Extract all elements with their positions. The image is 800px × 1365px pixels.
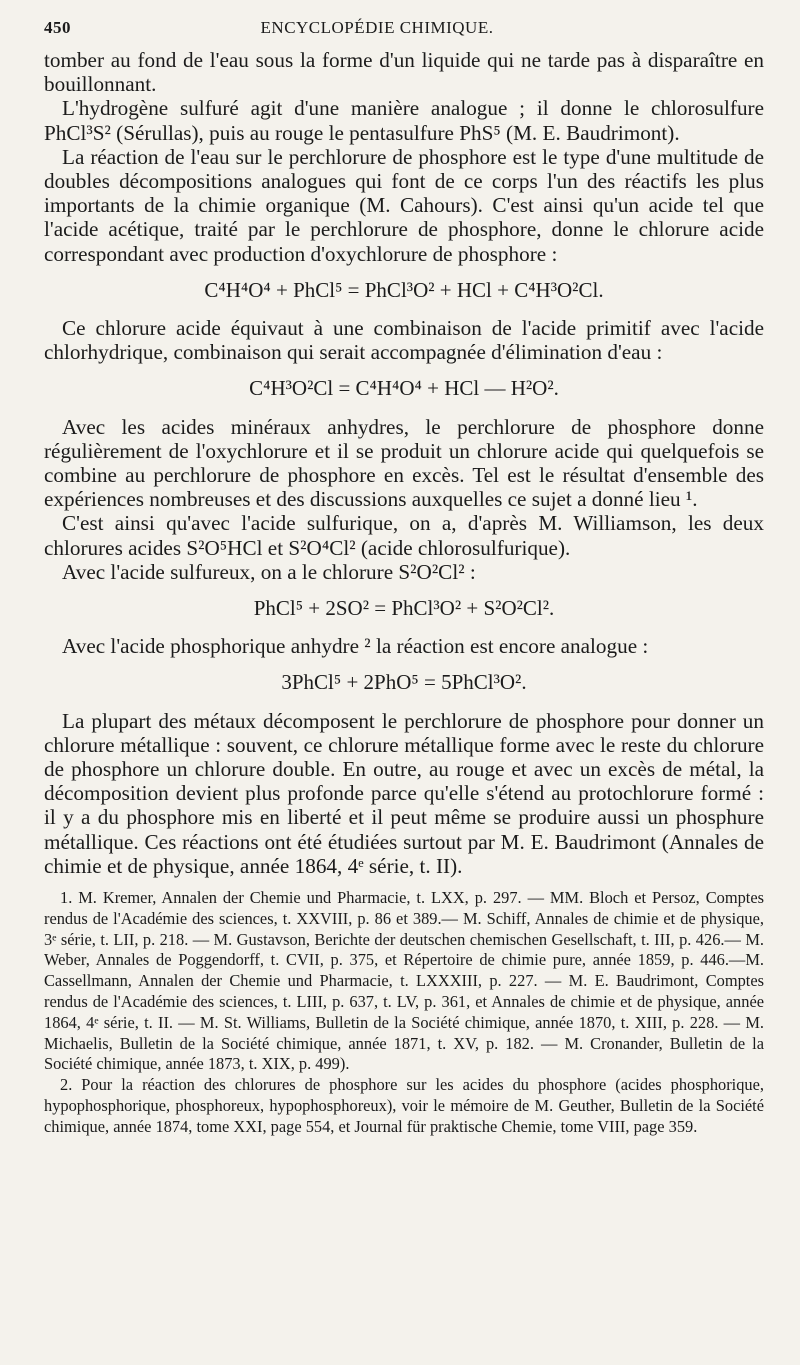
paragraph: Avec les acides minéraux anhydres, le perchlorure de phosphore donne régulièrement de l'oxychlorure et il se produit un chlorure acide qui quelquefois se combine au perchlorure de phosphore en excès. Tel est le résultat d'ensemble des expériences nombreuses et des discussions auxquelles ce sujet a donné lieu ¹. <box>44 414 764 512</box>
paragraph: tomber au fond de l'eau sous la forme d'un liquide qui ne tarde pas à disparaître en bouillonnant. <box>44 48 764 97</box>
main-text <box>44 48 764 878</box>
equation: C⁴H⁴O⁴ + PhCl⁵ = PhCl³O² + HCl + C⁴H³O²Cl. <box>204 277 604 302</box>
paragraph: La réaction de l'eau sur le perchlorure de phosphore est le type d'une multitude de doubles décompositions analogues qui font de ce corps l'un des réactifs les plus importants de la chimie organique (M. Cahours). C'est ainsi qu'un acide tel que l'acide acétique, traité par le perchlorure de phosphore, donne le chlorure acide correspondant avec production d'oxychlorure de phosphore : <box>44 144 764 266</box>
paragraph: C'est ainsi qu'avec l'acide sulfurique, on a, d'après M. Williamson, les deux chlorures acides S²O⁵HCl et S²O⁴Cl² (acide chlorosulfurique). <box>44 511 764 560</box>
footnote: 2. Pour la réaction des chlorures de phosphore sur les acides du phosphore (acides phosphorique, hypophosphorique, phosphoreux, hypophosphoreux), voir le mémoire de M. Geuther, Bulletin de la Société chimique, année 1874, tome XXI, page 554, et Journal für praktische Chemie, tome VIII, page 359. <box>44 1075 764 1136</box>
paragraph: Avec l'acide phosphorique anhydre ² la réaction est encore analogue : <box>62 634 649 659</box>
paragraph: L'hydrogène sulfuré agit d'une manière analogue ; il donne le chlorosulfure PhCl³S² (Sérullas), puis au rouge le pentasulfure PhS⁵ (M. E. Baudrimont). <box>44 96 764 145</box>
running-title: ENCYCLOPÉDIE CHIMIQUE. <box>260 18 494 37</box>
paragraph: Avec l'acide sulfureux, on a le chlorure S²O²Cl² : <box>62 559 476 584</box>
paragraph: Ce chlorure acide équivaut à une combinaison de l'acide primitif avec l'acide chlorhydrique, combinaison qui serait accompagnée d'élimination d'eau : <box>44 316 764 365</box>
paragraph: La plupart des métaux décomposent le perchlorure de phosphore pour donner un chlorure métallique : souvent, ce chlorure métallique forme avec le reste du chlorure de phosphore un chlorure double. En outre, au rouge et avec un excès de métal, la décomposition devient plus profonde parce qu'elle s'étend au protochlorure formé : il y a du phosphore mis en liberté et il peut même se produire aussi un phosphure métallique. Ces réactions ont été étudiées surtout par M. E. Baudrimont (Annales de chimie et de physique, année 1864, 4ᵉ série, t. II). <box>44 708 764 878</box>
equation: PhCl⁵ + 2SO² = PhCl³O² + S²O²Cl². <box>253 596 555 621</box>
footnote: 1. M. Kremer, Annalen der Chemie und Pharmacie, t. LXX, p. 297. — MM. Bloch et Persoz, Comptes rendus de l'Académie des sciences, t. XXVIII, p. 86 et 389.— M. Schiff, Annales de chimie et de physique, 3ᵉ série, t. LII, p. 218. — M. Gustavson, Berichte der deutschen chemischen Gesellschaft, t. III, p. 426.— M. Weber, Annales de Poggendorff, t. CVII, p. 375, et Répertoire de chimie pure, année 1859, p. 446.—M. Cassellmann, Annalen der Chemie und Pharmacie, t. LXXXIII, p. 227. — M. E. Baudrimont, Comptes rendus de l'Académie des sciences, t. LIII, p. 637, t. LV, p. 361, et Annales de chimie et de physique, année 1864, 4ᵉ série, t. II. — M. St. Williams, Bulletin de la Société chimique, année 1870, t. XIII, p. 228. — M. Michaelis, Bulletin de la Société chimique, année 1871, t. XV, p. 182. — M. Cronander, Bulletin de la Société chimique, année 1873, t. XIX, p. 499). <box>44 888 764 1074</box>
page-number: 450 <box>44 18 71 37</box>
footnote-separator <box>44 878 764 888</box>
footnotes <box>44 888 764 1138</box>
equation: 3PhCl⁵ + 2PhO⁵ = 5PhCl³O². <box>281 670 527 695</box>
running-header <box>44 18 764 38</box>
equation: C⁴H³O²Cl = C⁴H⁴O⁴ + HCl — H²O². <box>249 376 559 401</box>
